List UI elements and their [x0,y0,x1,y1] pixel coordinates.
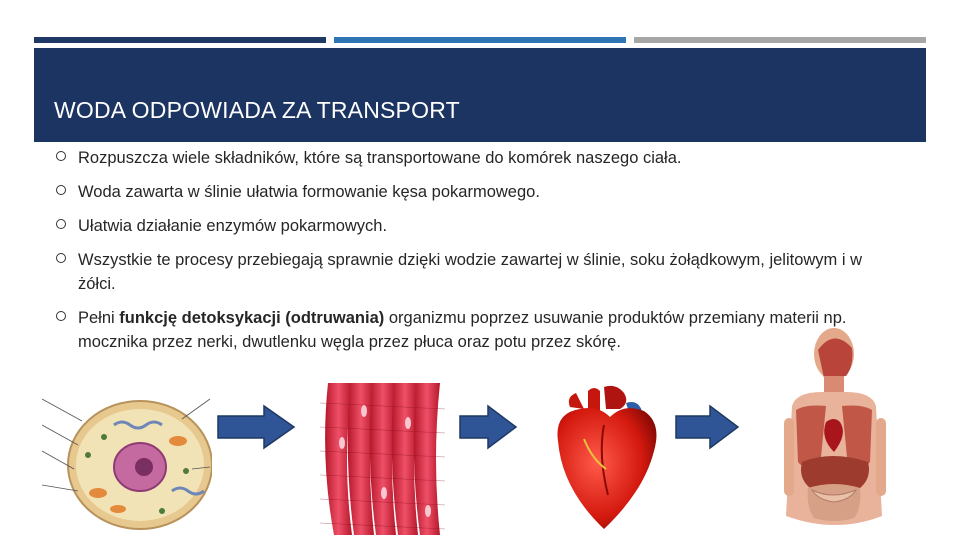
bullet-circle-icon [56,185,66,195]
bullet-text: Wszystkie te procesy przebiegają sprawnie dzięki wodzie zawartej w ślinie, soku żołądkowym, jelitowym i w żółci. [78,251,863,293]
bullet-item [54,180,894,204]
bullet-item [54,146,894,170]
bullet-text-bold: funkcję detoksykacji (odtruwania) [119,309,385,327]
bullet-item [54,306,894,354]
human-heart [548,385,660,533]
accent-bar-gray [634,37,926,43]
bullet-list [54,146,894,364]
title-band [34,48,926,142]
accent-bar-blue [334,37,626,43]
accent-bar-navy [34,37,326,43]
bullet-circle-icon [56,311,66,321]
bullet-item [54,248,894,296]
slide-title: WODA ODPOWIADA ZA TRANSPORT [54,97,460,123]
bullet-circle-icon [56,219,66,229]
animal-cell-diagram [22,385,212,535]
bullet-item [54,214,894,238]
bullet-circle-icon [56,151,66,161]
bullet-text: Ułatwia działanie enzymów pokarmowych. [78,217,388,235]
bullet-circle-icon [56,253,66,263]
bullet-text-pre: Pełni [78,309,120,327]
muscle-tissue [320,383,445,535]
bullet-text: Woda zawarta w ślinie ułatwia formowanie kęsa pokarmowego. [78,183,540,201]
right-arrow-icon [674,404,742,450]
bullet-text-post: organizmu poprzez usuwanie produktów przemiany materii np. mocznika przez nerki, dwutlenku węgla przez płuca oraz potu przez skórę. [78,309,847,351]
human-torso-anatomy [782,328,890,535]
right-arrow-icon [216,404,298,450]
bullet-text: Rozpuszcza wiele składników, które są transportowane do komórek naszego ciała. [78,149,682,167]
right-arrow-icon [458,404,520,450]
